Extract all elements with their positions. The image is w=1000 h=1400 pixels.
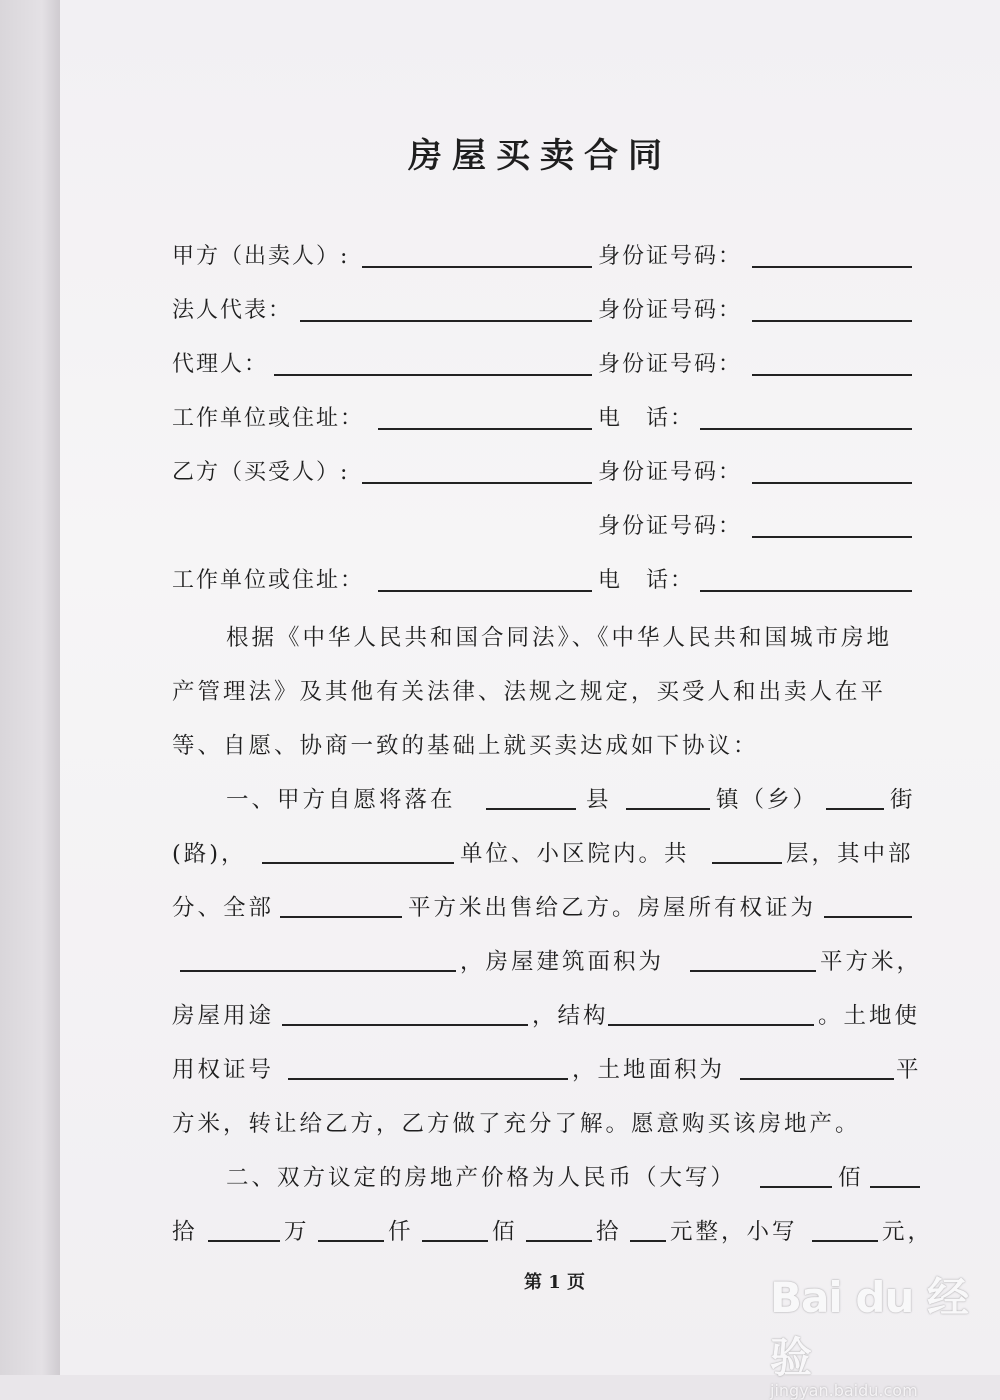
work-address-blank-1 bbox=[378, 428, 592, 430]
price-numeric-blank bbox=[812, 1240, 878, 1242]
id-label-2: 身份证号码： bbox=[598, 298, 743, 323]
id-blank-2 bbox=[752, 320, 912, 322]
buyer-blank bbox=[362, 482, 592, 484]
work-address-label-2: 工作单位或住址： bbox=[172, 568, 365, 593]
county-blank bbox=[486, 808, 576, 810]
id-label-5: 身份证号码： bbox=[598, 514, 743, 539]
clause2-text-h: 元整，小写 bbox=[670, 1219, 798, 1245]
clause1-text-c: 镇（乡） bbox=[716, 787, 819, 813]
price-ones-blank bbox=[630, 1240, 666, 1242]
clause1-text-j: ，房屋建筑面积为 bbox=[460, 949, 665, 975]
watermark-logo: Bai du 经验 bbox=[770, 1273, 968, 1382]
price-hundreds-blank bbox=[422, 1240, 488, 1242]
id-blank-5 bbox=[752, 536, 912, 538]
clause2-text-f: 佰 bbox=[492, 1219, 518, 1245]
clause1-text-d: 街 bbox=[890, 787, 916, 813]
preamble-line-3: 等、自愿、协商一致的基础上就买卖达成如下协议： bbox=[172, 733, 759, 759]
id-blank-4 bbox=[752, 482, 912, 484]
page-number: 第 1 页 bbox=[524, 1272, 586, 1293]
clause1-text-r: 方米，转让给乙方，乙方做了充分了解。愿意购买该房地产。 bbox=[172, 1111, 861, 1137]
unit-blank bbox=[262, 862, 454, 864]
clause2-text-i: 元， bbox=[882, 1219, 934, 1245]
clause1-text-o: 用权证号 bbox=[172, 1057, 275, 1083]
work-address-label-1: 工作单位或住址： bbox=[172, 406, 365, 431]
clause1-text-a: 一、甲方自愿将落在 bbox=[226, 787, 456, 813]
clause1-text-l: 房屋用途 bbox=[172, 1003, 275, 1029]
area-blank bbox=[280, 916, 402, 918]
watermark-site: jingyan.baidu.com bbox=[770, 1381, 918, 1400]
clause1-text-n: 。土地使 bbox=[818, 1003, 921, 1029]
preamble-line-1: 根据《中华人民共和国合同法》、《中华人民共和国城市房地 bbox=[226, 625, 893, 651]
clause1-text-b: 县 bbox=[586, 787, 612, 813]
clause2-text-c: 拾 bbox=[172, 1219, 198, 1245]
id-label-3: 身份证号码： bbox=[598, 352, 743, 377]
clause2-text-e: 仟 bbox=[388, 1219, 414, 1245]
floors-blank bbox=[712, 862, 782, 864]
clause1-text-e: (路)， bbox=[172, 841, 247, 867]
clause1-text-g: 层，其中部 bbox=[786, 841, 914, 867]
work-address-blank-2 bbox=[378, 590, 592, 592]
agent-label: 代理人： bbox=[172, 352, 269, 377]
seller-blank bbox=[362, 266, 592, 268]
phone-label-2: 电 话： bbox=[598, 568, 695, 593]
clause2-text-b: 佰 bbox=[838, 1165, 864, 1191]
phone-blank-1 bbox=[700, 428, 912, 430]
ownership-cert-blank-2 bbox=[180, 970, 456, 972]
legal-rep-label: 法人代表： bbox=[172, 298, 293, 323]
price-tens-blank bbox=[526, 1240, 592, 1242]
preamble-line-2: 产管理法》及其他有关法律、法规之规定，买受人和出卖人在平 bbox=[172, 679, 887, 705]
id-blank-3 bbox=[752, 374, 912, 376]
building-area-blank bbox=[690, 970, 816, 972]
id-label-1: 身份证号码： bbox=[598, 244, 743, 269]
legal-rep-blank bbox=[300, 320, 592, 322]
clause2-text-a: 二、双方议定的房地产价格为人民币（大写） bbox=[226, 1165, 737, 1191]
clause2-text-g: 拾 bbox=[596, 1219, 622, 1245]
id-blank-1 bbox=[752, 266, 912, 268]
clause1-text-i: 平方米出售给乙方。房屋所有权证为 bbox=[408, 895, 817, 921]
paper-edge bbox=[0, 0, 60, 1375]
seller-label: 甲方（出卖人）: bbox=[172, 244, 350, 269]
structure-blank bbox=[608, 1024, 814, 1026]
baidu-jingyan-watermark bbox=[770, 1265, 970, 1400]
price-hundreds-m-blank bbox=[760, 1186, 832, 1188]
clause1-text-f: 单位、小区院内。共 bbox=[460, 841, 690, 867]
ownership-cert-blank bbox=[824, 916, 912, 918]
clause1-text-h: 分、全部 bbox=[172, 895, 275, 921]
phone-blank-2 bbox=[700, 590, 912, 592]
phone-label-1: 电 话： bbox=[598, 406, 695, 431]
clause1-text-q: 平 bbox=[896, 1057, 922, 1083]
land-cert-blank bbox=[288, 1078, 568, 1080]
clause1-text-p: ，土地面积为 bbox=[572, 1057, 726, 1083]
document-title: 房屋买卖合同 bbox=[408, 136, 672, 176]
price-tens-m-blank bbox=[870, 1186, 920, 1188]
clause1-text-k: 平方米， bbox=[820, 949, 923, 975]
usage-blank bbox=[282, 1024, 528, 1026]
price-tenk-blank bbox=[208, 1240, 280, 1242]
clause1-text-m: ，结构 bbox=[532, 1003, 609, 1029]
agent-blank bbox=[274, 374, 592, 376]
buyer-label: 乙方（买受人）: bbox=[172, 460, 350, 485]
id-label-4: 身份证号码： bbox=[598, 460, 743, 485]
land-area-blank bbox=[740, 1078, 894, 1080]
clause2-text-d: 万 bbox=[284, 1219, 310, 1245]
street-blank bbox=[826, 808, 884, 810]
price-thousands-blank bbox=[318, 1240, 384, 1242]
town-blank bbox=[626, 808, 710, 810]
